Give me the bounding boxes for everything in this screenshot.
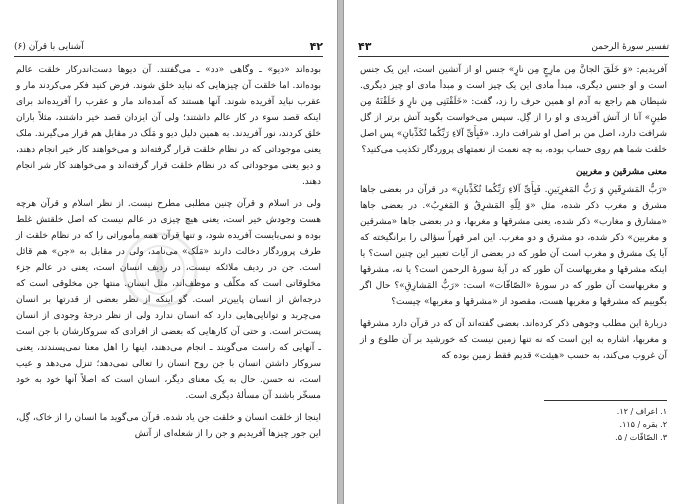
right-page-number: ۴۳ xyxy=(358,40,372,53)
section-heading: معنی مشرقین و مغربین xyxy=(575,167,667,177)
left-page-running-title: آشنایی با قرآن (۶) xyxy=(14,42,84,52)
left-page-header xyxy=(14,40,323,57)
right-closing-paragraph: دربارهٔ این مطلب وجوهی ذکر کرده‌اند. بعضی گفته‌اند آن که در قرآن دارد مشرقها و مغربها، اشاره به این است که نه تنها زمین نیست که خورشید بر آن طلوع و از آن غروب می‌کند، به حسب «هیئت» قدیم فقط زمین بوده که xyxy=(360,319,667,361)
left-paragraph-2: ولی در اسلام و قرآن چنین مطلبی مطرح نیست. از نظر اسلام و قرآن هرچه هست وجودش خیر است، یعنی هیچ چیزی در عالم نیست که اصل خلقتش غلط بوده و نمی‌بایست آفریده شود، و تنها قرآن همه مأموراتی را که در نظام خلقت از طرف پروردگار دخالت دارند «مَلَک» می‌نامد، ولی در مقابل به «جن» هم قائل است. جن در ردیف ملائکه نیست، در ردیف انسان است، یعنی در عالم جزء مخلوقاتی است که مکلّف و موظف‌اند، مثل انسان. منتها جن مخلوقی است که درجه‌اش از انسان پایین‌تر است. گو اینکه از نظر بعضی از قدرتها بر انسان می‌چربد و توانایی‌هایی دارد که انسان ندارد ولی از نظر درجهٔ وجودی از انسان پست‌تر است. و حتی آن کارهایی که بعضی از افرادی که سروکارشان با جن است ـ آنهایی که راست می‌گویند ـ انجام می‌دهند، اینها را اهل معنا نمی‌پسندند، یعنی سروکار داشتن انسان با جن روح انسان را تعالی نمی‌دهد؛ تنزل می‌دهد و عیب است، نه حسن. حال به یک معنای دیگر، انسان است که اصلاً آنها خود به خود مسخّر باشند آن مسألهٔ دیگری است. xyxy=(16,199,321,401)
footnote-2: ۲. بقره / ۱۱۵. xyxy=(619,420,667,429)
right-intro-paragraph: آفریدیم: «وَ خَلَقَ الجانَّ مِن مارِجٍ مِن نارٍ» جنس او از آتشین است، این یک جنس است و او جنس دیگری، مبدأ مادی این یک چیز است و مبدأ مادی او چیز دیگری. شیطان هم راجع به آدم او همین حرف را زد، گفت: «خَلَقْتَنِی مِن نارٍ وَ خَلَقْتَهُ مِن طینٍ» آنا از آتش آفریدی و او را از گِل. سپس می‌خواست بگوید آتش برتر از گل شرافت دارد، اصل من بر اصل او شرافت دارد. «فَبِأَیِّ آلاءِ رَبِّکُما تُکَذِّبانِ» پس اصل خلقت شما هم روی حساب بوده، به چه نعمت از نعمتهای پروردگار تکذیب می‌کنید؟ xyxy=(360,65,667,155)
footnotes xyxy=(360,400,667,444)
right-page xyxy=(343,0,683,504)
footnote-divider xyxy=(544,400,667,401)
left-paragraph-1: بوده‌اند «دیو» ـ وگاهی «دد» ـ می‌گفتند. آن دیوها دست‌اندرکار خلقت عالم بوده‌اند. اما خلقت آن چیزهایی که نباید خلق شوند. فرض کنید فکر می‌کردند مار و عقرب نباید آفریده شوند. آنها هستند که آمده‌اند مار و عقرب را آفریده‌اند برای اینکه قصد سوء در کار عالم داشتند؛ ولی آن ایزدان قصد خیر داشتند، مثلاً باران خلق کردند، نور آفریدند. به همین دلیل دیو و مَلَک در مقابل هم قرار می‌گیرند. ملک یعنی موجوداتی که در نظام خلقت قرار گرفته‌اند و می‌خواهند کار خیر انجام دهند، و دیو یعنی موجوداتی که در نظام خلقت قرار گرفته‌اند و می‌خواهند کار شر انجام دهند. xyxy=(16,65,321,187)
footnote-1: ۱. اعراف / ۱۲. xyxy=(616,407,667,416)
left-paragraph-3: اینجا از خلقت انسان و خلقت جن یاد شده. قرآن می‌گوید ما انسان را از خاک، گِل، این جور چیزها آفریدیم و جن را از شعله‌ای از آتش xyxy=(16,413,321,439)
right-page-header xyxy=(358,40,669,57)
left-page-number: ۴۲ xyxy=(309,40,323,53)
publisher-seal-icon xyxy=(120,230,200,310)
right-page-body xyxy=(360,62,667,370)
right-page-running-title: تفسیر سورهٔ الرحمن xyxy=(591,42,669,52)
right-section-paragraph: «رَبُّ المَشرِقَینِ وَ رَبُّ المَغرِبَینِ. فَبِأَیِّ آلاءِ رَبِّکُما تُکَذِّبانِ» در قرآن در بعضی جاها مشرق و مغرب ذکر شده، مثل «وَ لِلّهِ المَشرِقُ وَ المَغرِبُ». در بعضی جاها «مشارق و مغارب» ذکر شده، یعنی مشرقها و مغربها، و در بعضی جاها «مشرقین و مغربین» ذکر شده، دو مشرق و دو مغرب. این امر قهراً سؤالی را برانگیخته که آیا یک مشرق و مغرب است آن طور که در بعضی از آیات تعبیر این چنین است؟ یا اینکه مشرقها و مغربهاست آن طور که در آیهٔ سورهٔ الرحمن است؟ یا نه، مشرقها و مغربهاست آن طور که در سورهٔ «الصّافّات» است: «رَبُّ المَشارِقِ»؟ حال اگر بگوییم که مشرقها و مغربها هست، مقصود از «مشرقها و مغربها» چیست؟ xyxy=(360,185,667,307)
footnote-3: ۳. الصّافّات / ۵. xyxy=(615,433,667,442)
left-page xyxy=(0,0,338,504)
